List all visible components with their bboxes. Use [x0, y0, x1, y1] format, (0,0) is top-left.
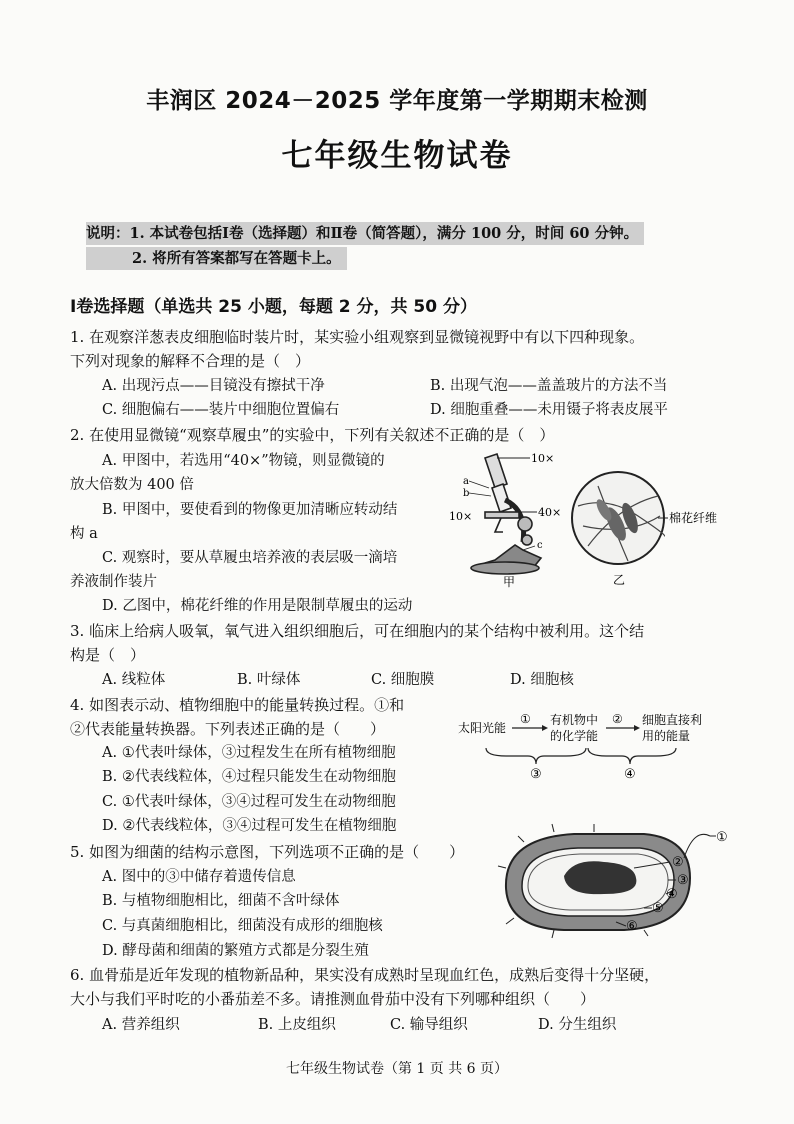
- page-footer: 七年级生物试卷（第 1 页 共 6 页）: [285, 1061, 509, 1077]
- question-2-option-c-cont: 养液制作装片: [70, 574, 157, 590]
- paramecium-figure: [568, 466, 734, 594]
- eyepiece-label: 10×: [531, 452, 555, 465]
- instruction-line-1: 说明：1. 本试卷包括Ⅰ卷（选择题）和Ⅱ卷（简答题），满分 100 分，时间 60 分钟。: [86, 222, 644, 245]
- question-1-option-d: D. 细胞重叠——未用镊子将表皮展平: [430, 402, 668, 418]
- question-6-option-a: A. 营养组织: [102, 1017, 180, 1033]
- chemical-energy-label-2: 的化学能: [550, 729, 599, 743]
- question-4-option-d: D. ②代表线粒体，③④过程可发生在植物细胞: [102, 818, 397, 834]
- question-1-option-a: A. 出现污点——目镜没有擦拭干净: [102, 378, 325, 394]
- question-2-option-b: B. 甲图中，要使看到的物像更加清晰应转动结: [102, 502, 398, 518]
- energy-conversion-diagram: [456, 708, 736, 780]
- process-4-label: ④: [624, 767, 636, 780]
- figure-yi-caption: 乙: [613, 573, 626, 587]
- instructions-box: [86, 222, 700, 272]
- bacterium-part-1-label: ①: [716, 830, 728, 845]
- question-4-option-b: B. ②代表线粒体，④过程只能发生在动物细胞: [102, 769, 396, 785]
- cotton-fiber-label: 棉花纤维: [669, 511, 718, 525]
- converter-2-label: ②: [612, 712, 623, 726]
- question-6-option-d: D. 分生组织: [538, 1017, 617, 1033]
- converter-1-label: ①: [520, 712, 531, 726]
- direct-energy-label-2: 用的能量: [642, 729, 691, 743]
- question-3-line-1: 3. 临床上给病人吸氧，氧气进入组织细胞后，可在细胞内的某个结构中被利用。这个结: [70, 622, 645, 640]
- bacterium-part-3-label: ③: [677, 873, 689, 888]
- question-3-option-a: A. 线粒体: [102, 672, 166, 688]
- question-6-option-b: B. 上皮组织: [258, 1017, 336, 1033]
- question-1-line-2: 下列对现象的解释不合理的是（ ）: [70, 352, 311, 370]
- structure-a-label: a: [463, 476, 469, 487]
- chemical-energy-label-1: 有机物中: [550, 713, 599, 727]
- exam-header-title: 丰润区 2024－2025 学年度第一学期期末检测: [146, 88, 648, 114]
- bacterium-part-4-label: ④: [666, 887, 678, 902]
- question-2-option-d: D. 乙图中，棉花纤维的作用是限制草履虫的运动: [102, 598, 413, 614]
- question-3-option-b: B. 叶绿体: [237, 672, 301, 688]
- question-3-option-d: D. 细胞核: [510, 672, 574, 688]
- question-5-option-b: B. 与植物细胞相比，细菌不含叶绿体: [102, 893, 340, 909]
- exam-subject-title: 七年级生物试卷: [281, 138, 513, 174]
- instruction-line-2: 2. 将所有答案都写在答题卡上。: [86, 247, 347, 270]
- process-3-label: ③: [530, 767, 542, 780]
- question-2-line-1: 2. 在使用显微镜“观察草履虫”的实验中，下列有关叙述不正确的是（ ）: [70, 426, 555, 444]
- question-4-line-1: 4. 如图表示动、植物细胞中的能量转换过程。①和: [70, 696, 405, 714]
- bacterium-figure: [494, 818, 734, 948]
- bacterium-part-5-label: ⑤: [652, 901, 664, 916]
- question-6-line-1: 6. 血骨茄是近年发现的植物新品种，果实没有成熟时呈现血红色，成熟后变得十分坚硬，: [70, 966, 660, 984]
- question-4-option-c: C. ①代表叶绿体，③④过程可发生在动物细胞: [102, 794, 396, 810]
- bacterium-part-6-label: ⑥: [626, 919, 638, 934]
- direct-energy-label-1: 细胞直接利: [642, 713, 703, 727]
- sunlight-energy-label: 太阳光能: [458, 721, 507, 735]
- question-3-option-c: C. 细胞膜: [371, 672, 435, 688]
- question-5-option-d: D. 酵母菌和细菌的繁殖方式都是分裂生殖: [102, 943, 369, 959]
- question-6-line-2: 大小与我们平时吃的小番茄差不多。请推测血骨茄中没有下列哪种组织（ ）: [70, 990, 596, 1008]
- question-6-option-c: C. 输导组织: [390, 1017, 468, 1033]
- question-1-line-1: 1. 在观察洋葱表皮细胞临时装片时，某实验小组观察到显微镜视野中有以下四种现象。: [70, 328, 645, 346]
- question-2-option-b-cont: 构 a: [70, 526, 98, 542]
- question-2-option-a-cont: 放大倍数为 400 倍: [70, 477, 194, 493]
- question-2-option-a: A. 甲图中，若选用“40×”物镜，则显微镜的: [102, 453, 385, 469]
- question-4-option-a: A. ①代表叶绿体，③过程发生在所有植物细胞: [102, 745, 396, 761]
- question-5-option-c: C. 与真菌细胞相比，细菌没有成形的细胞核: [102, 918, 383, 934]
- question-5-option-a: A. 图中的③中储存着遗传信息: [102, 869, 296, 885]
- section-heading: Ⅰ卷选择题（单选共 25 小题，每题 2 分，共 50 分）: [70, 297, 477, 317]
- structure-c-label: c: [537, 540, 543, 551]
- objective-label: 40×: [538, 506, 562, 519]
- question-5-line-1: 5. 如图为细菌的结构示意图，下列选项不正确的是（ ）: [70, 843, 465, 861]
- figure-jia-caption: 甲: [503, 575, 516, 589]
- question-2-option-c: C. 观察时，要从草履虫培养液的表层吸一滴培: [102, 550, 398, 566]
- microscope-figure: [445, 450, 575, 590]
- question-1-option-c: C. 细胞偏右——装片中细胞位置偏右: [102, 402, 340, 418]
- question-3-line-2: 构是（ ）: [70, 646, 146, 664]
- question-4-line-2: ②代表能量转换器。下列表述正确的是（ ）: [70, 720, 386, 738]
- question-1-option-b: B. 出现气泡——盖盖玻片的方法不当: [430, 378, 668, 394]
- bacterium-part-2-label: ②: [672, 855, 684, 870]
- side-objective-label: 10×: [449, 510, 473, 523]
- structure-b-label: b: [463, 488, 470, 499]
